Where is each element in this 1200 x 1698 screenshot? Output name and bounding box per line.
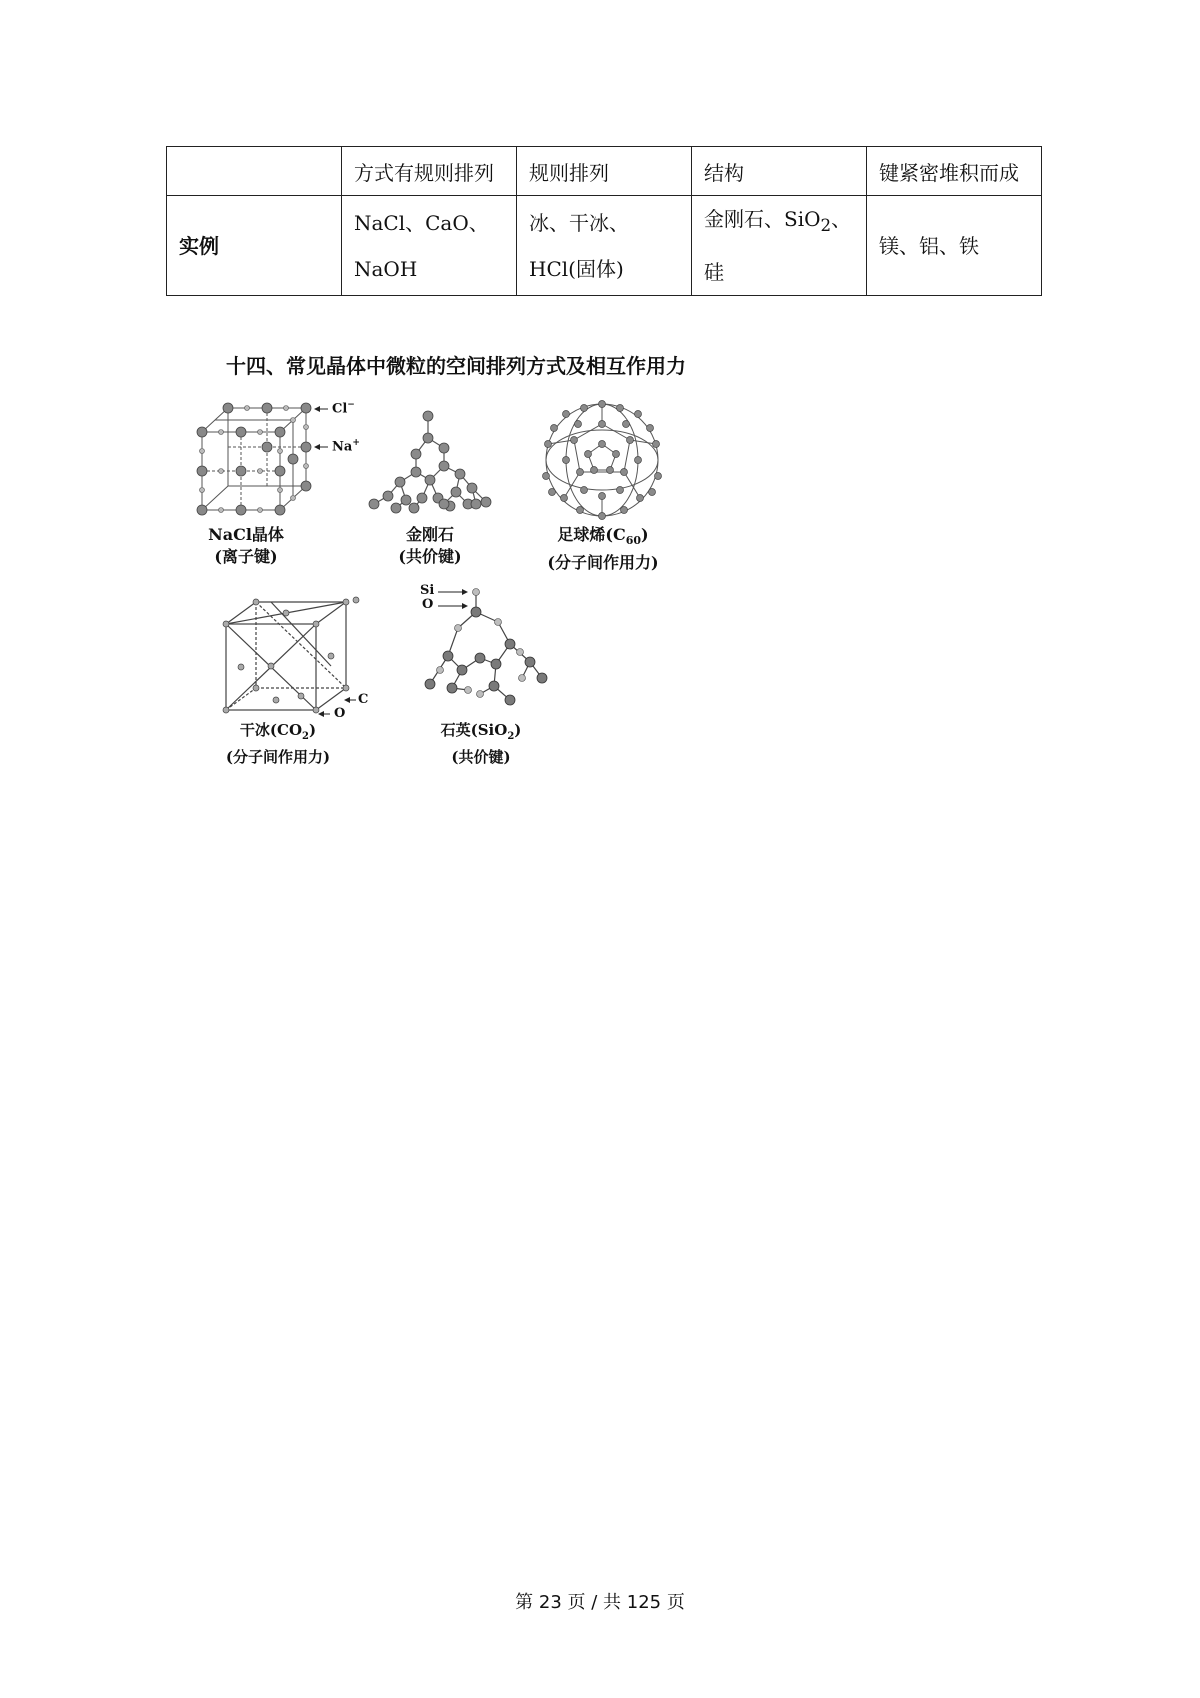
table-cell-label bbox=[167, 147, 342, 196]
c60-caption bbox=[528, 524, 678, 574]
quartz-lattice-icon bbox=[418, 586, 552, 718]
cell-line: NaOH bbox=[354, 256, 418, 281]
table-cell: 结构 bbox=[692, 147, 867, 196]
cell-line: NaCl、CaO、 bbox=[354, 210, 489, 235]
cell-line: 冰、干冰、 bbox=[529, 210, 629, 235]
dry-ice-figure bbox=[216, 596, 369, 721]
dry-ice-lattice-icon bbox=[216, 596, 369, 718]
figure-name: 干冰$(CO_2)$ bbox=[239, 721, 317, 742]
table-cell: 规则排列 bbox=[517, 147, 692, 196]
figure-bond-type: (分子间作用力) bbox=[225, 748, 331, 766]
dry-ice-caption bbox=[208, 720, 348, 767]
nacl-crystal-figure bbox=[190, 398, 360, 520]
section-heading: 十四、常见晶体中微粒的空间排列方式及相互作用力 bbox=[226, 354, 686, 378]
figure-bond-type: (分子间作用力) bbox=[547, 553, 659, 573]
cell-text: 金刚石、SiO bbox=[704, 207, 821, 231]
diamond-lattice-icon bbox=[360, 408, 500, 520]
table-cell bbox=[692, 196, 867, 296]
table-row bbox=[167, 147, 1042, 196]
table-cell bbox=[342, 196, 517, 296]
diamond-caption bbox=[380, 524, 480, 568]
figure-name: NaCl晶体 bbox=[208, 525, 284, 544]
silicon-atom-label: Si bbox=[420, 583, 435, 598]
table-cell: 键紧密堆积而成 bbox=[867, 147, 1042, 196]
oxygen-atom-label: O bbox=[334, 706, 346, 721]
figure-bond-type: (共价键) bbox=[451, 748, 511, 766]
figure-bond-type: (共价键) bbox=[398, 547, 462, 566]
sodium-ion-label: Na+ bbox=[332, 438, 360, 455]
nacl-caption bbox=[196, 524, 296, 568]
cell-line: HCl(固体) bbox=[529, 256, 624, 281]
table-cell bbox=[517, 196, 692, 296]
cell-line bbox=[704, 196, 854, 249]
figure-name: 石英(SiO$_2$) bbox=[440, 721, 522, 742]
subscript: 2 bbox=[820, 216, 832, 235]
oxygen-atom-label: O bbox=[422, 597, 434, 612]
table-row bbox=[167, 196, 1042, 296]
table-cell: 方式有规则排列 bbox=[342, 147, 517, 196]
crystal-type-table bbox=[166, 146, 1042, 296]
fullerene-icon bbox=[540, 400, 664, 520]
quartz-figure bbox=[418, 583, 552, 718]
page-footer: 第 23 页 / 共 125 页 bbox=[515, 1592, 685, 1613]
figure-name: 足球烯$(C_{60})$ bbox=[557, 525, 649, 548]
figure-bond-type: (离子键) bbox=[214, 547, 278, 566]
table-cell: 镁、铝、铁 bbox=[867, 196, 1042, 296]
cell-text: 、 bbox=[831, 207, 852, 231]
diamond-figure bbox=[360, 408, 500, 520]
c60-figure bbox=[540, 400, 664, 520]
figure-name: 金刚石 bbox=[405, 525, 454, 544]
cell-line: 硅 bbox=[704, 260, 724, 284]
carbon-atom-label: C bbox=[358, 692, 369, 707]
table-cell-label: 实例 bbox=[167, 196, 342, 296]
quartz-caption bbox=[426, 720, 536, 767]
chloride-ion-label: Cl− bbox=[332, 400, 355, 417]
